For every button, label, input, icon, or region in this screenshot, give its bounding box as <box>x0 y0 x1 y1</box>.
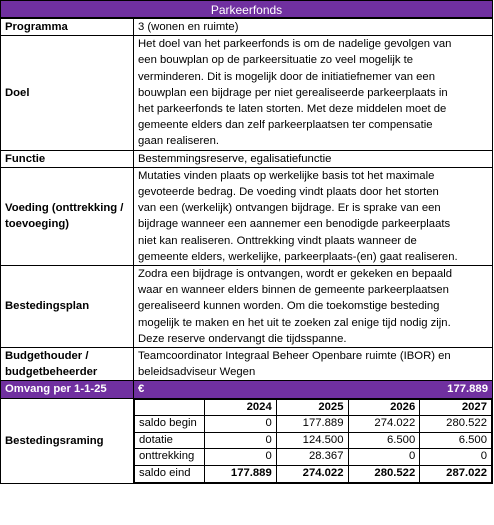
row-omvang <box>1 381 493 398</box>
omvang-value <box>134 381 493 398</box>
raming-value: 177.889 <box>276 416 348 433</box>
bestedingsplan-text <box>134 266 493 348</box>
raming-row <box>135 416 492 433</box>
row-doel <box>1 36 493 150</box>
year-header: 2025 <box>276 399 348 416</box>
raming-value: 177.889 <box>205 466 277 483</box>
raming-label: Bestedingsraming <box>1 398 134 483</box>
raming-value: 287.022 <box>420 466 492 483</box>
reserve-table <box>0 18 493 484</box>
raming-grid-cell <box>134 398 493 483</box>
raming-value: 274.022 <box>348 416 420 433</box>
raming-row-label: saldo begin <box>135 416 205 433</box>
raming-row-total <box>135 466 492 483</box>
raming-value: 274.022 <box>276 466 348 483</box>
bestedingsplan-line: mogelijk te maken en het uit te zoeken zal enige tijd nodig zijn. <box>138 316 451 329</box>
doel-line: gemeente elders dan zelf parkeerplaatsen ter compensatie <box>138 119 433 132</box>
budgethouder-line: Teamcoordinator Integraal Beheer Openbare ruimte (IBOR) en <box>138 350 451 363</box>
bestedingsplan-line: Zodra een bijdrage is ontvangen, wordt er gekeken en bepaald <box>138 268 453 281</box>
raming-header-blank <box>135 399 205 416</box>
raming-value: 0 <box>205 432 277 449</box>
raming-row <box>135 432 492 449</box>
bestedingsplan-label: Bestedingsplan <box>1 266 134 348</box>
voeding-line: bijdrage wanneer een aannemer een benodigde parkeerplaats <box>138 218 451 231</box>
doel-line: Het doel van het parkeerfonds is om de nadelige gevolgen van <box>138 38 452 51</box>
budgethouder-label-line: budgetbeheerder <box>5 366 98 379</box>
raming-row-label: saldo eind <box>135 466 205 483</box>
raming-row <box>135 449 492 466</box>
budgethouder-label-line: Budgethouder / <box>5 350 89 363</box>
year-header: 2024 <box>205 399 277 416</box>
year-header: 2026 <box>348 399 420 416</box>
raming-value: 0 <box>348 449 420 466</box>
voeding-text <box>134 167 493 265</box>
doel-line: verminderen. Dit is mogelijk door de initiatiefnemer van een <box>138 70 436 83</box>
year-header: 2027 <box>420 399 492 416</box>
omvang-label: Omvang per 1-1-25 <box>1 381 134 398</box>
doel-line: een bouwplan op de parkeersituatie zo veel mogelijk te <box>138 54 414 67</box>
row-bestedingsplan <box>1 266 493 348</box>
doel-line: gaan realiseren. <box>138 135 220 148</box>
raming-value: 28.367 <box>276 449 348 466</box>
raming-value: 0 <box>420 449 492 466</box>
voeding-label <box>1 167 134 265</box>
raming-value: 0 <box>205 416 277 433</box>
voeding-line: gemeente elders, werkelijke, parkeerplaats-(en) gaat realiseren. <box>138 250 458 263</box>
functie-label: Functie <box>1 150 134 167</box>
doel-line: bouwplan een bijdrage per niet gerealiseerde parkeerplaats in <box>138 86 448 99</box>
raming-row-label: onttrekking <box>135 449 205 466</box>
voeding-label-line: Voeding (onttrekking / <box>5 202 124 215</box>
sheet-title: Parkeerfonds <box>0 0 493 18</box>
doel-label: Doel <box>1 36 134 150</box>
row-budgethouder <box>1 348 493 381</box>
row-functie <box>1 150 493 167</box>
raming-row-label: dotatie <box>135 432 205 449</box>
voeding-line: Mutaties vinden plaats op werkelijke basis tot het maximale <box>138 169 435 182</box>
functie-value: Bestemmingsreserve, egalisatiefunctie <box>134 150 493 167</box>
doel-text <box>134 36 493 150</box>
raming-value: 280.522 <box>348 466 420 483</box>
voeding-line: van een (werkelijk) ontvangen bijdrage. Er is sprake van een <box>138 202 441 215</box>
voeding-line: gevoteerde bedrag. De voeding vindt plaats door het storten <box>138 186 439 199</box>
raming-grid <box>134 399 492 483</box>
raming-value: 0 <box>205 449 277 466</box>
doel-line: het parkeerfonds te laten storten. Met deze middelen moet de <box>138 103 447 116</box>
bestedingsplan-line: Deze reserve ondervangt die tijdsspanne. <box>138 332 347 345</box>
programma-label: Programma <box>1 19 134 36</box>
raming-value: 124.500 <box>276 432 348 449</box>
row-raming <box>1 398 493 483</box>
programma-value: 3 (wonen en ruimte) <box>134 19 493 36</box>
raming-value: 6.500 <box>348 432 420 449</box>
raming-value: 280.522 <box>420 416 492 433</box>
omvang-amount: 177.889 <box>447 383 488 396</box>
row-programma <box>1 19 493 36</box>
row-voeding <box>1 167 493 265</box>
budgethouder-label <box>1 348 134 381</box>
raming-value: 6.500 <box>420 432 492 449</box>
budgethouder-text <box>134 348 493 381</box>
bestedingsplan-line: waar en wanneer elders binnen de gemeente parkeerplaatsen <box>138 284 449 297</box>
raming-header-row <box>135 399 492 416</box>
omvang-currency: € <box>138 383 145 396</box>
bestedingsplan-line: gerealiseerd kunnen worden. Om die toekomstige besteding <box>138 300 440 313</box>
budgethouder-line: beleidsadviseur Wegen <box>138 366 256 379</box>
voeding-label-line: toevoeging) <box>5 218 70 231</box>
voeding-line: niet kan realiseren. Onttrekking vindt plaats wanneer de <box>138 234 417 247</box>
